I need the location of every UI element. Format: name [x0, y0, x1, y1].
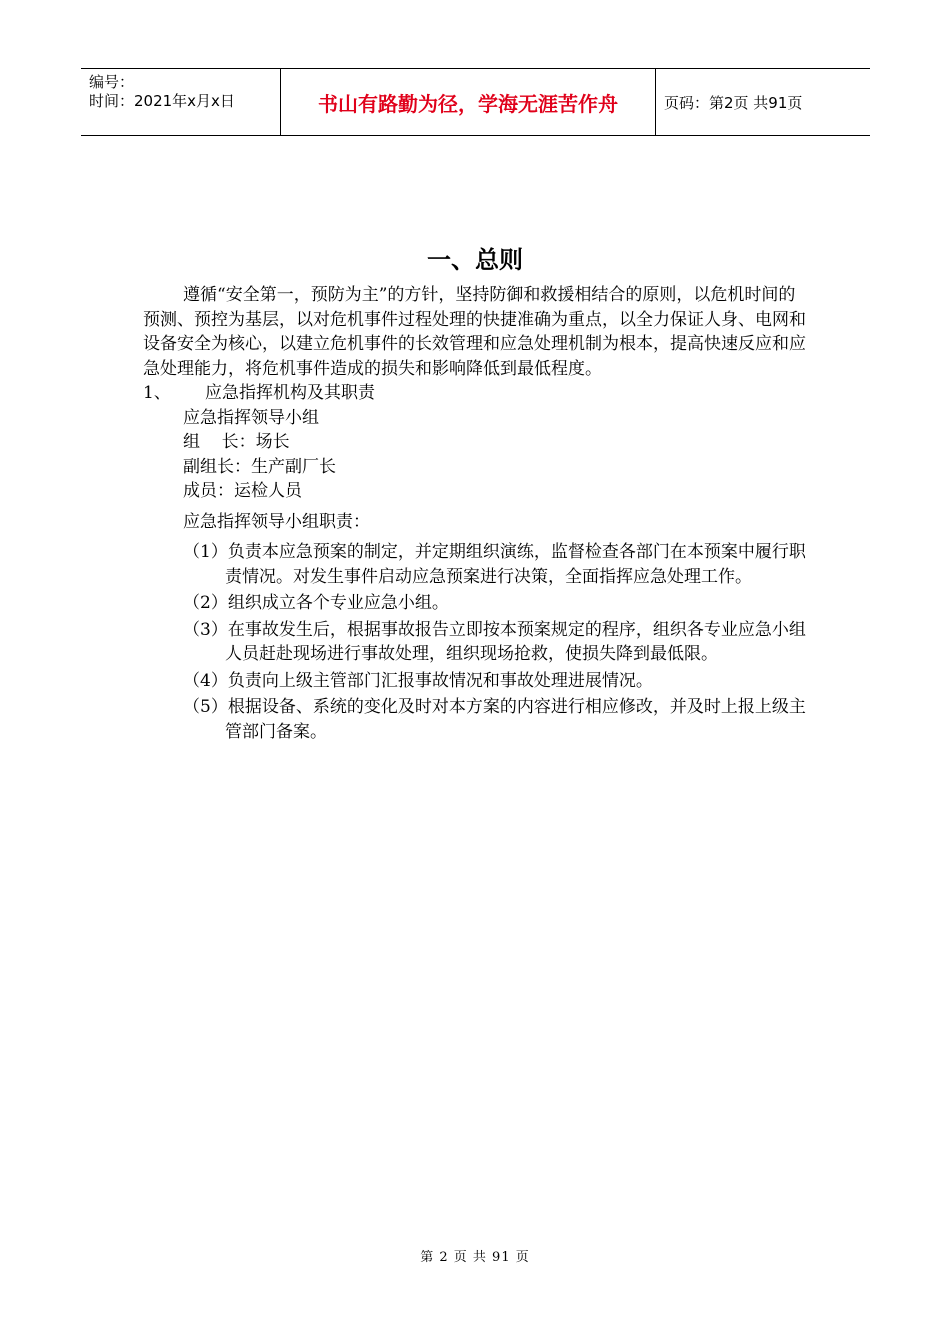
page-header: [81, 68, 870, 136]
group-members: 成员：运检人员: [183, 481, 302, 501]
header-motto: 书山有路勤为径，学海无涯苦作舟: [281, 69, 656, 135]
document-body: [143, 283, 808, 746]
page-title: 一、总则: [427, 246, 523, 274]
header-page-info: 页码：第2页 共91页: [664, 93, 803, 112]
group-name: 应急指挥领导小组: [183, 407, 319, 428]
time-label: 时间：2021年x月x日: [89, 92, 235, 110]
page-footer: 第 2 页 共 91 页: [420, 1250, 530, 1265]
section-heading: [143, 381, 808, 406]
duty-item: （3）在事故发生后，根据事故报告立即按本预案规定的程序，组织各专业应急小组人员赶赴现场进行事故处理，组织现场抢救，使损失降到最低限。: [183, 619, 806, 664]
section-number: 1、: [143, 383, 171, 403]
duties-title: 应急指挥领导小组职责：: [183, 511, 370, 532]
group-deputy: 副组长：生产副厂长: [183, 456, 336, 477]
header-meta: [81, 69, 281, 135]
duty-item: （2）组织成立各个专业应急小组。: [183, 593, 449, 613]
duty-item: （1）负责本应急预案的制定，并定期组织演练，监督检查各部门在本预案中履行职责情况。对发生事件启动应急预案进行决策，全面指挥应急处理工作。: [183, 542, 806, 587]
duty-item: （5）根据设备、系统的变化及时对本方案的内容进行相应修改，并及时上报上级主管部门备案。: [183, 697, 806, 742]
group-leader: 组 长：场长: [183, 432, 290, 452]
section-title: 应急指挥机构及其职责: [205, 383, 375, 403]
intro-paragraph: 遵循“安全第一，预防为主”的方针，坚持防御和救援相结合的原则，以危机时间的预测、预控为基层，以对危机事件过程处理的快捷准确为重点，以全力保证人身、电网和设备安全为核心，以建立危机事件的长效管理和应急处理机制为根本，提高快速反应和应急处理能力，将危机事件造成的损失和影响降低到最低程度。: [143, 285, 806, 379]
duty-item: （4）负责向上级主管部门汇报事故情况和事故处理进展情况。: [183, 670, 653, 691]
number-label: 编号：: [89, 73, 135, 91]
